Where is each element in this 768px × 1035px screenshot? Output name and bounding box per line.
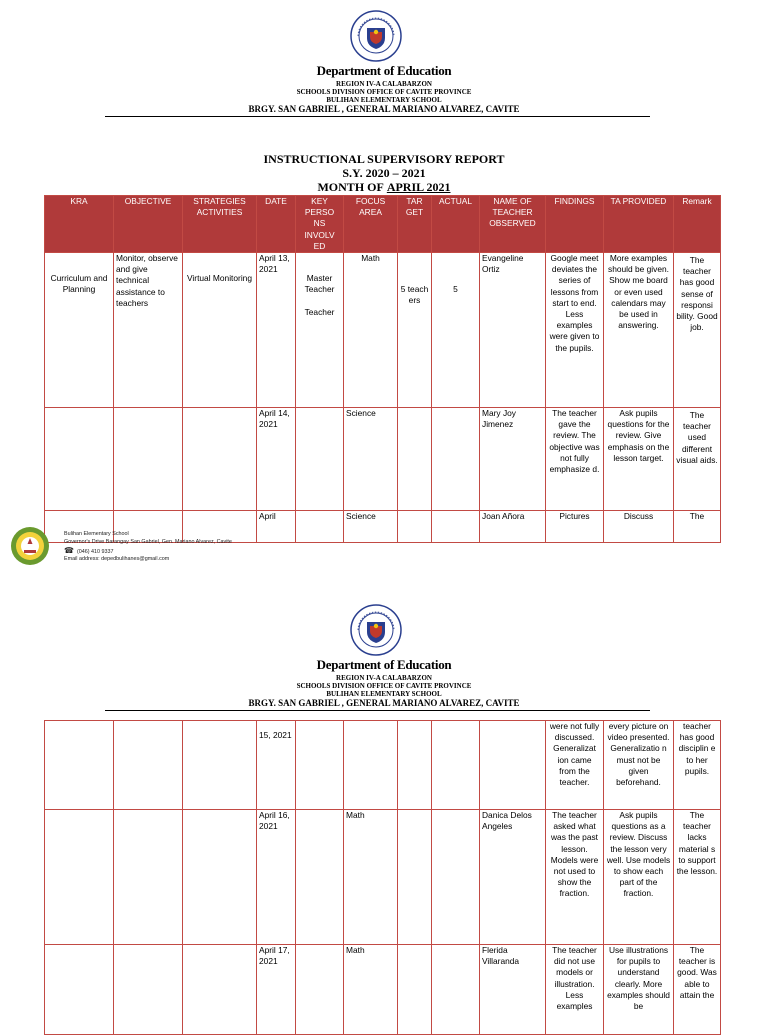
report-school-year: S.Y. 2020 – 2021 <box>342 166 426 180</box>
table-cell <box>183 810 257 945</box>
table-cell <box>480 721 546 810</box>
table-cell: Use illustrations for pupils to understand clearly. More examples should be <box>604 945 674 1035</box>
table-cell <box>114 408 183 511</box>
footer-phone: ☎ (046) 410 9337 <box>64 546 114 555</box>
table-cell: Evangeline Ortiz <box>480 253 546 408</box>
table-row <box>45 511 721 543</box>
table-cell <box>114 945 183 1035</box>
table-cell <box>432 810 480 945</box>
table-cell: 5 <box>432 253 480 408</box>
table-cell: The teacher is good. Was able to attain the <box>674 945 721 1035</box>
table-cell <box>398 721 432 810</box>
table-cell <box>45 945 114 1035</box>
division-text: SCHOOLS DIVISION OFFICE OF CAVITE PROVINCE <box>296 682 472 690</box>
department-title: Department of Education <box>316 63 452 78</box>
department-title: Department of Education <box>316 657 452 672</box>
table-row <box>45 408 721 511</box>
header-divider <box>105 710 650 711</box>
table-cell: Master Teacher Teacher <box>296 253 344 408</box>
column-header: KRA <box>45 196 114 253</box>
table-cell: every picture on video presented. Generalizatio n must not be given beforehand. <box>604 721 674 810</box>
table-cell: The teacher gave the review. The objective was not fully emphasize d. <box>546 408 604 511</box>
table-cell: The teacher has good sense of responsi bility. Good job. <box>674 253 721 408</box>
table-cell <box>114 810 183 945</box>
table-cell <box>183 721 257 810</box>
column-header: KEY PERSO NS INVOLV ED <box>296 196 344 253</box>
table-cell <box>296 810 344 945</box>
column-header: DATE <box>257 196 296 253</box>
table-cell <box>45 408 114 511</box>
header-divider <box>105 116 650 117</box>
table-cell: The teacher lacks material s to support the lesson. <box>674 810 721 945</box>
table-cell <box>296 945 344 1035</box>
column-header: ACTUAL <box>432 196 480 253</box>
column-header: TA PROVIDED <box>604 196 674 253</box>
region-text: REGION IV-A CALABARZON <box>336 674 432 682</box>
table-cell: The teacher used different visual aids. <box>674 408 721 511</box>
table-cell: Pictures <box>546 511 604 543</box>
table-cell: Monitor, observe and give technical assistance to teachers <box>114 253 183 408</box>
table-row <box>45 253 721 408</box>
report-title: INSTRUCTIONAL SUPERVISORY REPORT <box>263 152 505 166</box>
table-cell <box>114 721 183 810</box>
table-cell: April 14, 2021 <box>257 408 296 511</box>
table-cell: April 16, 2021 <box>257 810 296 945</box>
table-cell: Google meet deviates the series of lessons from start to end. Less examples were given to the pupils. <box>546 253 604 408</box>
table-cell <box>432 511 480 543</box>
table-cell <box>296 721 344 810</box>
table-cell: The <box>674 511 721 543</box>
column-header: Remark <box>674 196 721 253</box>
table-cell <box>45 721 114 810</box>
table-cell <box>344 721 398 810</box>
table-cell: Ask pupils questions as a review. Discuss the lesson very well. Use models to show each part of the fraction. <box>604 810 674 945</box>
table-cell: Ask pupils questions for the review. Give emphasis on the lesson target. <box>604 408 674 511</box>
table-cell: Mary Joy Jimenez <box>480 408 546 511</box>
table-cell <box>432 408 480 511</box>
supervisory-table-page2 <box>44 720 721 1035</box>
table-header-row <box>45 196 721 253</box>
column-header: NAME OF TEACHER OBSERVED <box>480 196 546 253</box>
table-cell <box>398 810 432 945</box>
table-row <box>45 721 721 810</box>
table-cell: Science <box>344 511 398 543</box>
footer-address: Governor's Drive Barangay San Gabriel, Gen. Mariano Alvarez, Cavite <box>64 539 232 545</box>
table-cell: Discuss <box>604 511 674 543</box>
table-cell: Danica Delos Angeles <box>480 810 546 945</box>
table-cell: April 17, 2021 <box>257 945 296 1035</box>
table-cell: 15, 2021 <box>257 721 296 810</box>
table-cell <box>183 511 257 543</box>
table-cell <box>398 945 432 1035</box>
table-cell: Math <box>344 253 398 408</box>
table-cell <box>432 945 480 1035</box>
table-row <box>45 810 721 945</box>
table-row <box>45 945 721 1035</box>
deped-seal-icon <box>350 10 402 62</box>
table-cell: April <box>257 511 296 543</box>
deped-seal-icon <box>350 604 402 656</box>
column-header: FOCUS AREA <box>344 196 398 253</box>
table-cell <box>398 408 432 511</box>
footer-school: Bulihan Elementary School <box>64 531 129 537</box>
school-address: BRGY. SAN GABRIEL , GENERAL MARIANO ALVAREZ, CAVITE <box>248 104 520 114</box>
table-cell: 5 teach ers <box>398 253 432 408</box>
table-cell <box>183 408 257 511</box>
school-text: BULIHAN ELEMENTARY SCHOOL <box>326 690 442 698</box>
report-month-value: APRIL 2021 <box>386 180 451 194</box>
table-cell: April 13, 2021 <box>257 253 296 408</box>
table-cell: The teacher asked what was the past lesson. Models were not used to show the fraction. <box>546 810 604 945</box>
supervisory-table-page1 <box>44 195 721 543</box>
column-header: FINDINGS <box>546 196 604 253</box>
column-header: TAR GET <box>398 196 432 253</box>
table-cell: Flerida Villaranda <box>480 945 546 1035</box>
table-cell <box>296 408 344 511</box>
table-cell: Virtual Monitoring <box>183 253 257 408</box>
table-cell: Joan Añora <box>480 511 546 543</box>
table-cell: The teacher did not use models or illustration. Less examples <box>546 945 604 1035</box>
school-text: BULIHAN ELEMENTARY SCHOOL <box>326 96 442 104</box>
table-cell <box>398 511 432 543</box>
school-logo-icon <box>10 526 50 566</box>
table-cell: Curriculum and Planning <box>45 253 114 408</box>
school-address: BRGY. SAN GABRIEL , GENERAL MARIANO ALVAREZ, CAVITE <box>248 698 520 708</box>
table-cell: were not fully discussed. Generalizat ion came from the teacher. <box>546 721 604 810</box>
table-cell: Science <box>344 408 398 511</box>
division-text: SCHOOLS DIVISION OFFICE OF CAVITE PROVINCE <box>296 88 472 96</box>
region-text: REGION IV-A CALABARZON <box>336 80 432 88</box>
phone-icon: ☎ <box>64 546 74 555</box>
table-cell: Math <box>344 810 398 945</box>
table-cell: More examples should be given. Show me board or even used calendars may be used in answering. <box>604 253 674 408</box>
table-cell: Math <box>344 945 398 1035</box>
report-month: MONTH OF APRIL 2021 <box>317 180 451 194</box>
column-header: STRATEGIES ACTIVITIES <box>183 196 257 253</box>
footer-email: Email address: depedbulihanes@gmail.com <box>64 556 170 562</box>
table-cell <box>183 945 257 1035</box>
column-header: OBJECTIVE <box>114 196 183 253</box>
table-cell <box>296 511 344 543</box>
table-cell <box>432 721 480 810</box>
table-cell: teacher has good disciplin e to her pupils. <box>674 721 721 810</box>
table-cell <box>45 810 114 945</box>
